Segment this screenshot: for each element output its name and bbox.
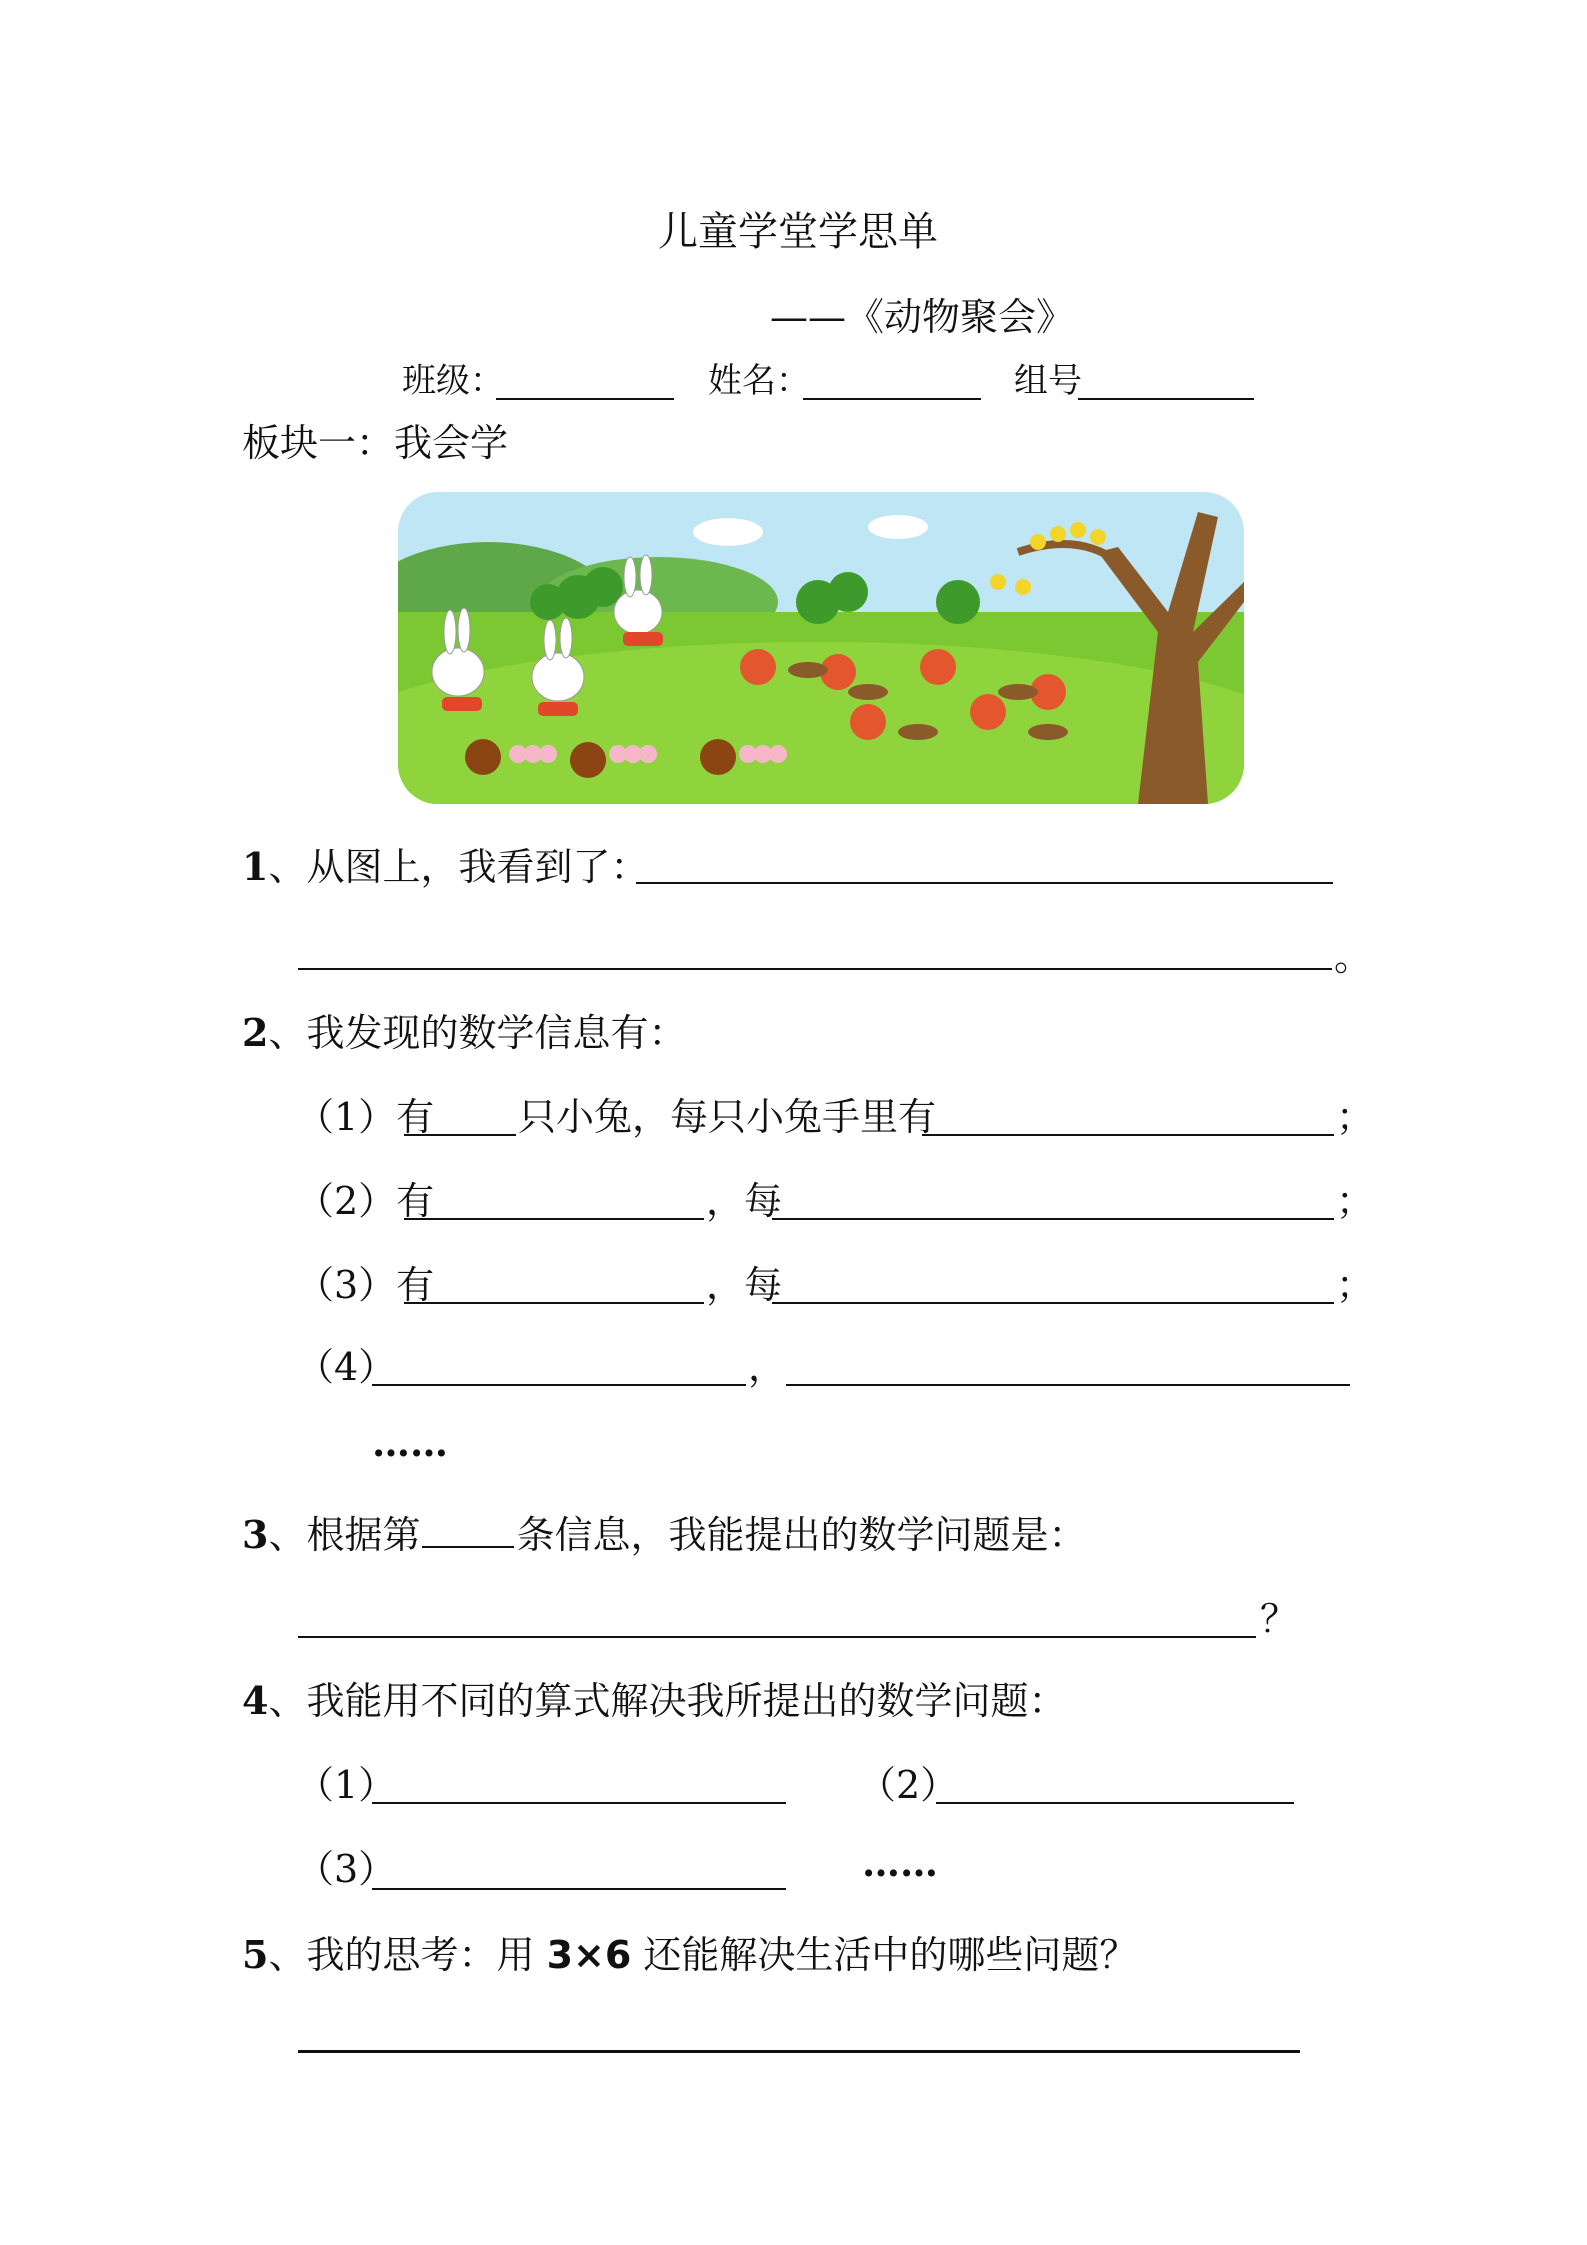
q2-item-2-blank-a[interactable] [404,1218,704,1220]
question-3-number: 3 [242,1512,269,1557]
q1-period: 。 [1334,935,1373,979]
q4-item-1-label: （1） [296,1763,397,1807]
name-field[interactable] [803,398,981,400]
q2-item-3-label: （3）有 [296,1263,435,1307]
q2-item-2-blank-b[interactable] [772,1218,1334,1220]
q4-item-2-blank[interactable] [936,1802,1294,1804]
q4-ellipsis: …… [862,1840,938,1885]
q2-item-4-mid: ， [748,1345,787,1389]
q2-item-3-blank-a[interactable] [404,1302,704,1304]
group-field[interactable] [1078,398,1254,400]
q2-item-2-mid: ，每 [706,1179,783,1223]
question-5-pre: 、我的思考：用 [268,1933,535,1977]
page-title: 儿童学堂学思单 [658,209,938,255]
class-label: 班级： [402,361,504,401]
page-subtitle: ——《动物聚会》 [770,295,1075,339]
q2-item-1-end: ； [1336,1095,1375,1139]
scene-svg [398,492,1244,804]
question-2-text: 、我发现的数学信息有： [268,1011,687,1055]
class-field[interactable] [496,398,674,400]
q2-item-3-blank-b[interactable] [772,1302,1334,1304]
q1-answer-line-1[interactable] [636,882,1333,884]
question-2-number: 2 [242,1010,269,1055]
question-4-number: 4 [242,1678,269,1723]
question-1-text: 、从图上，我看到了： [268,845,649,889]
animal-party-illustration [398,492,1244,804]
q2-item-3-end: ； [1336,1263,1375,1307]
q2-item-1-label: （1）有 [296,1095,435,1139]
q2-item-4-blank-b[interactable] [786,1384,1350,1386]
question-1-number: 1 [242,844,269,889]
q2-item-3-mid: ，每 [706,1263,783,1307]
question-3-pre: 、根据第 [268,1513,421,1557]
q5-answer-line[interactable] [298,2050,1300,2053]
q3-question-mark: ？ [1260,1597,1299,1641]
q2-item-1-blank-a[interactable] [404,1134,516,1136]
question-5-number: 5 [242,1932,269,1977]
question-4 [242,1678,1067,1723]
q2-item-2-end: ； [1336,1179,1375,1223]
question-2 [242,1010,687,1055]
section-heading: 板块一：我会学 [242,421,509,465]
q2-item-4-label: （4） [296,1345,397,1389]
question-3 [242,1512,1087,1557]
q2-item-4-blank-a[interactable] [372,1384,746,1386]
question-5 [242,1932,1138,1977]
q4-item-2-label: （2） [858,1763,959,1807]
question-4-text: 、我能用不同的算式解决我所提出的数学问题： [268,1679,1067,1723]
q4-item-3-blank[interactable] [372,1888,786,1890]
q2-ellipsis: …… [372,1420,448,1465]
group-label: 组号 [1014,361,1082,401]
q3-info-number-blank[interactable] [422,1545,514,1548]
q2-item-1-blank-b[interactable] [922,1134,1334,1136]
q2-item-1-mid: 只小兔，每只小兔手里有 [518,1095,937,1139]
q1-answer-line-2[interactable] [298,968,1332,970]
question-5-post: 还能解决生活中的哪些问题？ [643,1933,1138,1977]
question-3-post: 条信息，我能提出的数学问题是： [516,1513,1087,1557]
q3-answer-line[interactable] [298,1636,1256,1638]
question-1 [242,844,649,889]
name-label: 姓名： [708,361,810,401]
q4-item-3-label: （3） [296,1847,397,1891]
q4-item-1-blank[interactable] [372,1802,786,1804]
q2-item-2-label: （2）有 [296,1179,435,1223]
question-5-expression: 3×6 [546,1933,632,1977]
